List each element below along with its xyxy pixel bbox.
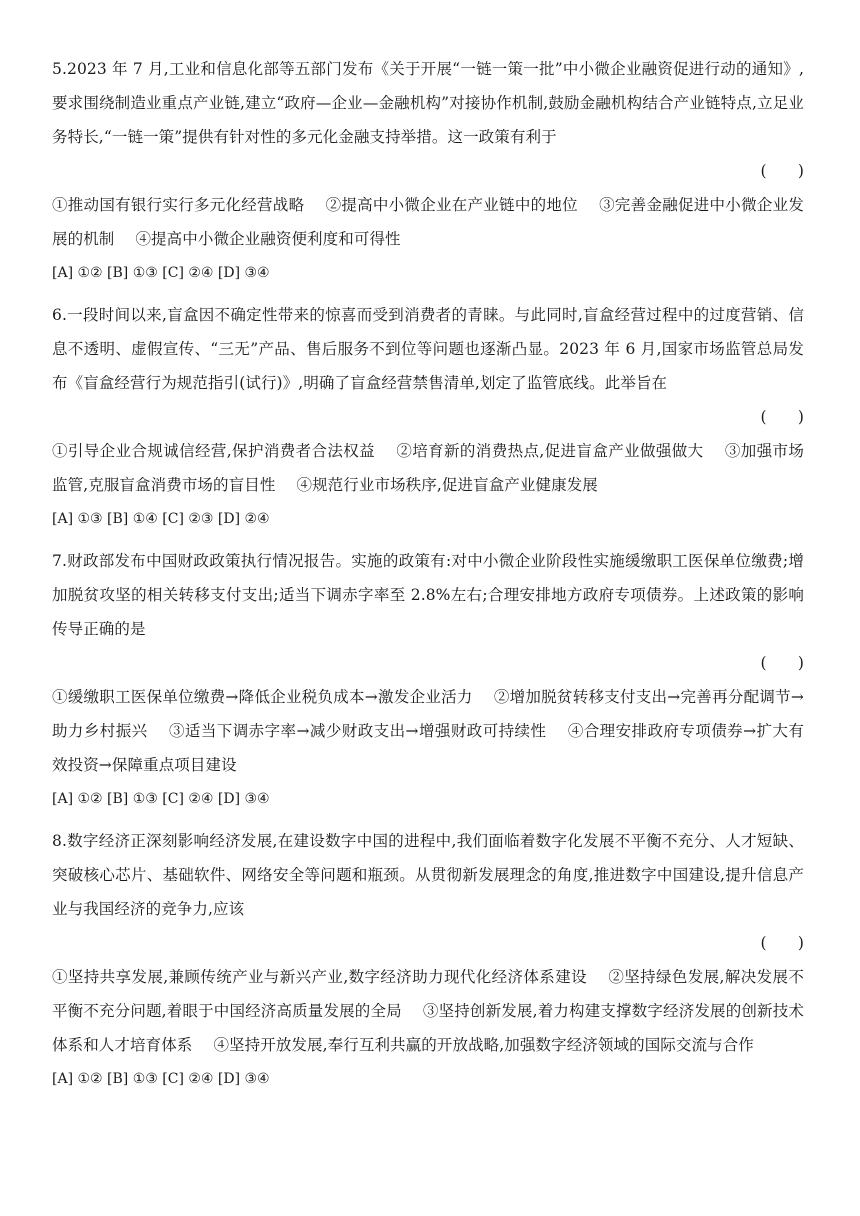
answer-choice-b[interactable]: [B] ①③ <box>107 1071 158 1087</box>
answer-blank: ( ) <box>760 934 804 952</box>
option-list <box>52 188 804 256</box>
option-item: ②提高中小微企业在产业链中的地位 <box>325 196 578 214</box>
answer-choice-a[interactable]: [A] ①② <box>52 265 103 281</box>
answer-choice-d[interactable]: [D] ③④ <box>217 265 270 281</box>
answer-blank: ( ) <box>760 162 804 180</box>
answer-choice-d[interactable]: [D] ③④ <box>217 1071 270 1087</box>
question-8 <box>52 824 804 1096</box>
option-item: ③坚持创新发展,着力构建支撑数字经济发展的创新技术体系和人才培育体系 <box>52 1002 804 1054</box>
option-item: ③加强市场监管,克服盲盒消费市场的盲目性 <box>52 442 805 494</box>
option-item: ④提高中小微企业融资便利度和可得性 <box>135 230 401 248</box>
answer-choices <box>52 782 804 816</box>
option-item: ①推动国有银行实行多元化经营战略 <box>52 196 305 214</box>
option-item: ①缓缴职工医保单位缴费→降低企业税负成本→激发企业活力 <box>52 688 473 706</box>
answer-choice-a[interactable]: [A] ①③ <box>52 511 103 527</box>
option-item: ④规范行业市场秩序,促进盲盒产业健康发展 <box>296 476 598 494</box>
question-stem-block <box>52 298 804 434</box>
question-stem: 6.一段时间以来,盲盒因不确定性带来的惊喜而受到消费者的青睐。与此同时,盲盒经营过程中的过度营销、信息不透明、虚假宣传、“三无”产品、售后服务不到位等问题也逐渐凸显。2023 年 6 月,国家市场监管总局发布《盲盒经营行为规范指引(试行)》,明确了盲盒经营禁售清单,划定了监管底线。此举旨在 <box>52 306 804 392</box>
answer-choices <box>52 1062 804 1096</box>
question-stem-block <box>52 52 804 188</box>
option-list <box>52 680 804 782</box>
option-list <box>52 960 804 1062</box>
option-list <box>52 434 804 502</box>
answer-choice-b[interactable]: [B] ①③ <box>107 265 158 281</box>
answer-choices <box>52 256 804 290</box>
option-item: ④坚持开放发展,奉行互利共赢的开放战略,加强数字经济领域的国际交流与合作 <box>213 1036 754 1054</box>
question-stem-block <box>52 824 804 960</box>
question-stem: 7.财政部发布中国财政政策执行情况报告。实施的政策有:对中小微企业阶段性实施缓缴职工医保单位缴费;增加脱贫攻坚的相关转移支付支出;适当下调赤字率至 2.8%左右;合理安排地方政府专项债券。上述政策的影响传导正确的是 <box>52 552 804 638</box>
answer-choice-d[interactable]: [D] ③④ <box>217 791 270 807</box>
answer-choices <box>52 502 804 536</box>
answer-choice-c[interactable]: [C] ②④ <box>162 1071 214 1087</box>
option-item: ③完善金融促进中小微企业发展的机制 <box>52 196 804 248</box>
question-7 <box>52 544 804 816</box>
question-stem: 5.2023 年 7 月,工业和信息化部等五部门发布《关于开展“一链一策一批”中小微企业融资促进行动的通知》,要求围绕制造业重点产业链,建立“政府—企业—金融机构”对接协作机制,鼓励金融机构结合产业链特点,立足业务特长,“一链一策”提供有针对性的多元化金融支持举措。这一政策有利于 <box>52 60 804 146</box>
question-6 <box>52 298 804 536</box>
option-item: ④合理安排政府专项债券→扩大有效投资→保障重点项目建设 <box>52 722 804 774</box>
question-stem: 8.数字经济正深刻影响经济发展,在建设数字中国的进程中,我们面临着数字化发展不平衡不充分、人才短缺、突破核心芯片、基础软件、网络安全等问题和瓶颈。从贯彻新发展理念的角度,推进数字中国建设,提升信息产业与我国经济的竞争力,应该 <box>52 832 804 918</box>
answer-choice-a[interactable]: [A] ①② <box>52 791 103 807</box>
option-item: ②坚持绿色发展,解决发展不平衡不充分问题,着眼于中国经济高质量发展的全局 <box>52 968 805 1020</box>
option-item: ②增加脱贫转移支付支出→完善再分配调节→助力乡村振兴 <box>52 688 804 740</box>
answer-blank: ( ) <box>760 408 804 426</box>
option-item: ③适当下调赤字率→减少财政支出→增强财政可持续性 <box>169 722 547 740</box>
answer-choice-c[interactable]: [C] ②④ <box>162 265 214 281</box>
answer-choice-c[interactable]: [C] ②③ <box>162 511 214 527</box>
answer-choice-d[interactable]: [D] ②④ <box>217 511 270 527</box>
option-item: ①引导企业合规诚信经营,保护消费者合法权益 <box>52 442 376 460</box>
option-item: ②培育新的消费热点,促进盲盒产业做强做大 <box>396 442 704 460</box>
option-item: ①坚持共享发展,兼顾传统产业与新兴产业,数字经济助力现代化经济体系建设 <box>52 968 587 986</box>
answer-choice-c[interactable]: [C] ②④ <box>162 791 214 807</box>
question-page <box>52 52 804 1104</box>
answer-choice-a[interactable]: [A] ①② <box>52 1071 103 1087</box>
answer-choice-b[interactable]: [B] ①④ <box>107 511 158 527</box>
answer-blank: ( ) <box>760 654 804 672</box>
question-stem-block <box>52 544 804 680</box>
answer-choice-b[interactable]: [B] ①③ <box>107 791 158 807</box>
question-5 <box>52 52 804 290</box>
